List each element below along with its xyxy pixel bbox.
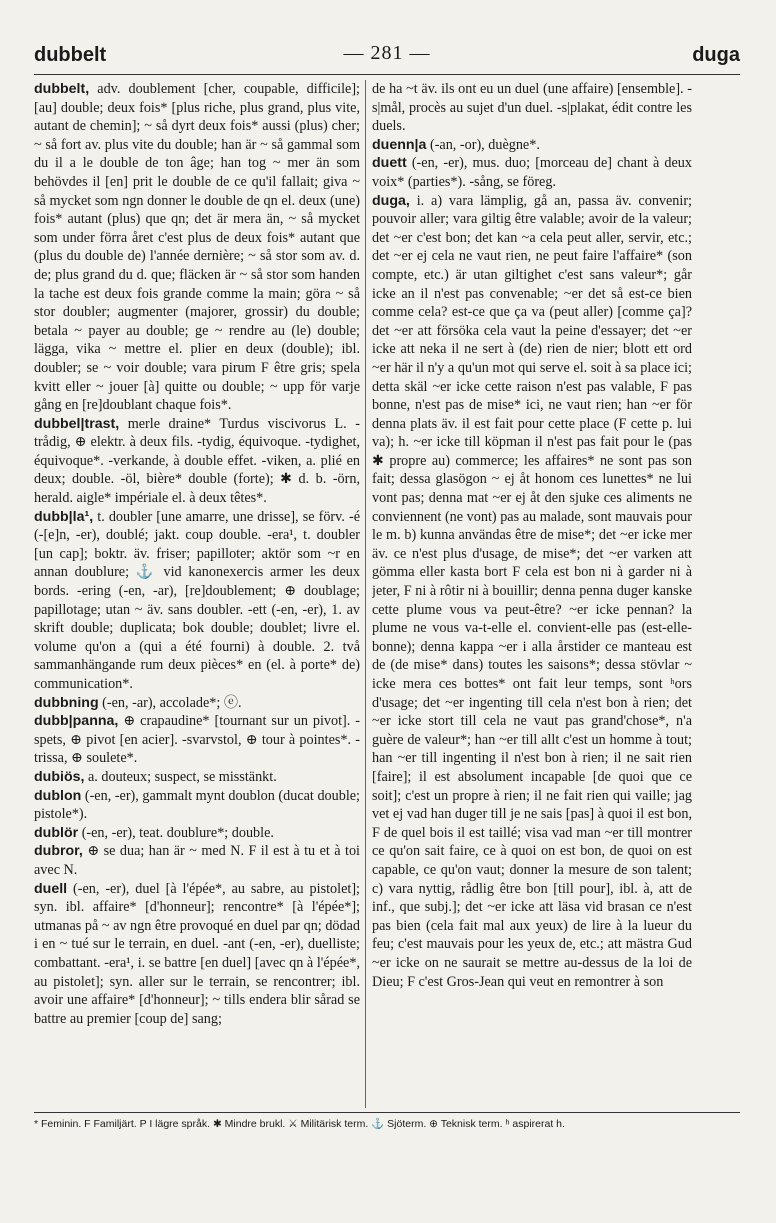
right-guide-word: duga xyxy=(692,44,740,66)
dictionary-entry xyxy=(34,787,360,824)
entry-headword: dubbning xyxy=(34,694,99,711)
dictionary-entry xyxy=(34,880,360,1029)
dictionary-entry xyxy=(34,842,360,879)
entry-headword: dubb|panna, xyxy=(34,713,119,730)
entry-headword: duga, xyxy=(372,192,410,209)
entry-body: (-en, -er), gammalt mynt doublon (ducat double; pistole*). xyxy=(34,787,360,823)
entry-body: t. doubler [une amarre, une drisse], se förv. -é (-[e]n, -er), doublé; jakt. coup double. -era¹, t. doubler [un cap]; boktr. äv. friser; papilloter; aktör som ~r en annan doublure; ⚓ vid kanonexercis armer les deux bords. -ering (-en, -ar), [re]doublement; ⊕ doublage; papillotage; utan ~ äv. sans doubler. -ett (-en, -er), 1. av skrift double; duplicata; bok double; doublet; livre el. volume qu'on a (qui a été fourni) à double. 2. två sammanhängande rum deux pièces* en (el. à porte* de) communication*. xyxy=(34,508,360,692)
entry-headword: dublon xyxy=(34,787,82,804)
column-divider xyxy=(365,80,366,1108)
entry-body: (-en, -er), mus. duo; [morceau de] chant à deux voix* (parties*). -sång, se föreg. xyxy=(372,155,692,190)
abbreviation-legend: * Feminin. F Familjärt. P I lägre språk. ✱ Mindre brukl. ⚔ Militärisk term. ⚓ Sjöterm. ⊕ Teknisk term. ʰ aspirerat h. xyxy=(34,1118,565,1130)
entry-body: (-en, -ar), accolade*; ⓔ. xyxy=(102,694,242,711)
dictionary-entry xyxy=(34,508,360,694)
entry-body: (-en, -er), duel [à l'épée*, au sabre, au pistolet]; syn. ibl. affaire* [d'honneur]; rencontre* [à l'épée*]; utmanas på ~ av ngn être provoqué en duel par qn; dödad i en ~ tué sur le terrain, en duel. -ant (-en, -er), duelliste; combattant. -era¹, i. se battre [en duel] [avec qn à l'épée*, au pistolet]; syn. aller sur le terrain, se rencontrer; ibl. avoir une affaire* [d'honneur]; ~ tills endera blir sårad se battre au premier [coup de] sang; xyxy=(34,880,360,1027)
footer-rule xyxy=(34,1112,740,1113)
dictionary-entry xyxy=(34,768,360,787)
entry-body: ⊕ se dua; han är ~ med N. F il est à tu et à toi avec N. xyxy=(34,843,360,878)
dictionary-entry xyxy=(34,824,360,843)
dictionary-entry xyxy=(372,80,692,136)
header-rule xyxy=(34,74,740,75)
page-header xyxy=(34,34,740,70)
entry-body: ⊕ crapaudine* [tournant sur un pivot]. -spets, ⊕ pivot [en acier]. -svarvstol, ⊕ tour à pointes*. -trissa, ⊕ soulete*. xyxy=(34,713,360,767)
right-column xyxy=(372,80,692,1108)
dictionary-entry xyxy=(372,136,692,155)
dictionary-entry xyxy=(34,415,360,508)
dictionary-entry xyxy=(34,712,360,768)
entry-headword: dublör xyxy=(34,824,79,841)
entry-headword: duett xyxy=(372,155,407,172)
entry-headword: duenn|a xyxy=(372,136,427,153)
dictionary-entry xyxy=(34,694,360,713)
dictionary-entry xyxy=(372,192,692,992)
entry-body: i. a) vara lämplig, gå an, passa äv. convenir; pouvoir aller; vara giltig être valable; avoir de la valeur; det ~er c'est bon; det kan ~a cela peut aller, servir, etc.; det ~er ej cela ne vaut rien, ne peut faire l'affaire* (son compte, etc.) är utan giltighet c'est sans valeur*; går icke an il n'est pas convenable; ~er det så est-ce bien comme cela? est-ce que ça va (peut aller) [comme ça]? det ~er att försöka cela vaut la peine d'essayer; det ~er icke att neka il ne sert à (de) rien de nier; blott ett ord ~er här il n'y a qu'un mot qui serve el. soit à sa place ici; detta skäl ~er icke cette raison n'est pas valable, F pas bonne, n'est pas de mise* ici, ne vaut rien; han ~er för denna plats äv. il est fait pour cette place (F cette p. lui va); h. ~er icke till köpman il n'est pas fait pour le (pas ✱ propre au) commerce; les affaires* ne sont pas son fait; dessa glasögon ~ ej åt honom ces lunettes* ne lui vont pas; denna mat ~er ej åt den sjuke ces aliments ne conviennent (ne vont) pas au malade, sont mauvais pour le m. b) kunna användas être de mise*; det ~er icke mer äv. ce n'est plus d'usage, de mise*; det ~er varken att gömma eller kasta bort F cela est bon ni à garder ni à jeter, F ni à rôtir ni à bouillir; denna penna duger kanske cette plume vous va peut-être? ~er icke pennan? la plume ne vous va-t-elle el. convient-elle pas (est-elle-bonne); denna kappa ~er i alla årstider ce manteau est de (de mise* dans) toutes les saisons*; dessa stövlar ~ icke mera ces bottes* ont fait leur temps, sont ʰors d'usage; det ~er ingenting till cela n'est bon à rien; det ~er icke stort till cela ne vaut pas grand'chose*, n'a guère de valeur*; han ~er till allt c'est un homme à tout; han ~er till ingenting il n'est bon à rien; il ne sait rien [faire]; il est absolument incapable [de quoi que ce soit]; c'est un propre à rien; il ne fait rien qui vaille; jag vet ej vad han duger till je ne sais [pas] à quoi il est bon, F de quel bois il est taillé; visa vad man ~er till montrer ce qu'on sait faire, ce à quoi on est bon, de quoi on est capable, ce qu'on vaut; donner la mesure de son talent; c) vara nyttig, rådlig être bon [till pour], ibl. à, att de inf., que subj.]; det ~er icke att läsa vid brasan ce n'est pas bien (cela fait mal aux yeux) de lire à la lueur du feu; c'est mauvais pour les yeux de, etc.; att mästra Gud ~er icke on ne saurait se mettre au-dessus de la loi de Dieu; F c'est Gros-Jean qui veut en remontrer à son xyxy=(372,192,692,990)
entry-headword: dubbelt, xyxy=(34,81,90,97)
entry-headword: dubiös, xyxy=(34,768,85,785)
entry-body: a. douteux; suspect, se misstänkt. xyxy=(88,768,277,785)
dictionary-entry xyxy=(34,80,360,415)
entry-headword: dubbel|trast, xyxy=(34,415,120,432)
entry-headword: dubror, xyxy=(34,843,83,860)
entry-headword: duell xyxy=(34,880,68,897)
entry-body: (-en, -er), teat. doublure*; double. xyxy=(81,824,274,841)
left-guide-word: dubbelt xyxy=(34,44,107,66)
dictionary-entry xyxy=(372,154,692,191)
left-column xyxy=(34,80,360,1108)
entry-body: adv. doublement [cher, coupable, difficile]; [au] double; deux fois* [plus riche, plus grand, plus vite, autant de chemin]; ~ så dyrt deux fois* aussi (plus) cher; ~ så fort av. plus vite du double; han är ~ så gammal som du il a le double de ton âge; han tog ~ mer än som behövdes il [en] prit le double de ce qu'il fallait; giva ~ så mycket som ngn donner le double de qn el. deux (une) fois* autant (plus) que qn; det är mera än, ~ så mycket som under förra året c'est plus de deux fois* autant que (plus du double de) l'année dernière; ~ så stor som av. d. de; plus grand du d. que; fläcken är ~ så stor som handen la tache est deux fois grande comme la main; göra ~ så stor doubler; augmenter (majorer, grossir) du double; betala ~ payer au double; ge ~ rendre au (le) double; lägga, vika ~ mettre el. plier en deux (double); ibl. doubler; se ~ voir double; vara pirum F être gris; spela kvitt eller ~ jouer [à] quitte ou double; ~ upp för varje gång en [re]doublant chaque fois*. xyxy=(34,81,360,414)
entry-headword: dubb|la¹, xyxy=(34,508,94,525)
page-number: — 281 — xyxy=(343,42,431,64)
entry-body: merle draine* Turdus viscivorus L. -trådig, ⊕ elektr. à deux fils. -tydig, équivoque. -tydighet, équivoque*. -verkande, à double effet. -viken, a. plié en deux; double. -öl, bière* double (forte); ✱ d. b. -örn, herald. aigle* impériale el. à deux têtes*. xyxy=(34,415,360,507)
entry-body: de ha ~t äv. ils ont eu un duel (une affaire) [ensemble]. -s|mål, procès au sujet d'un duel. -s|plakat, édit contre les duels. xyxy=(372,81,692,135)
entry-body: (-an, -or), duègne*. xyxy=(429,136,540,153)
